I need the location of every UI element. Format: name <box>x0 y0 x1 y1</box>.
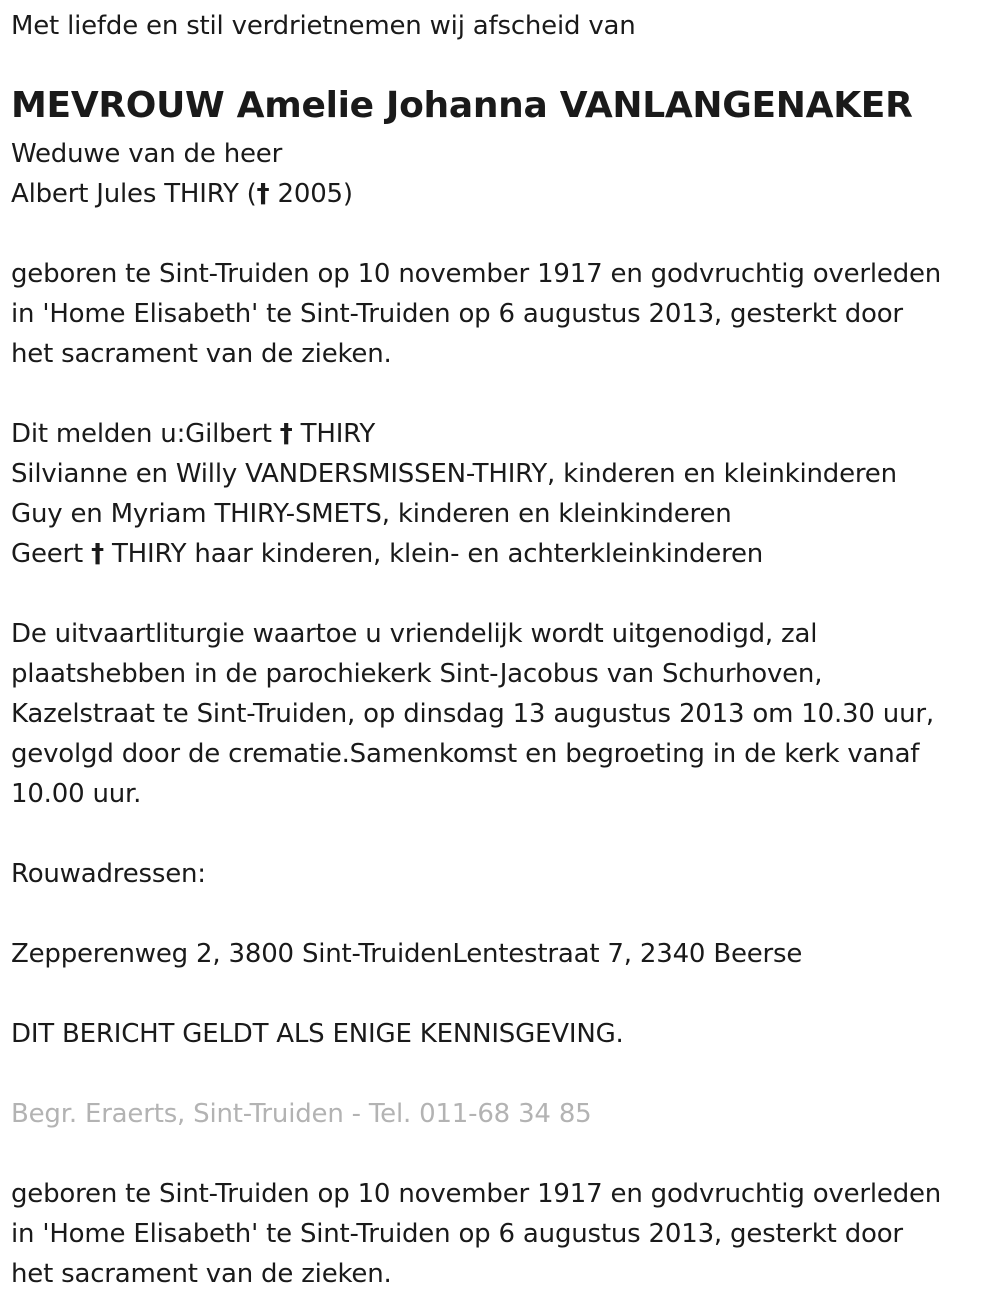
notice-block <box>11 1014 624 1054</box>
condolence-label: Rouwadressen: <box>11 859 206 889</box>
birth-death-line: het sacrament van de zieken. <box>11 1259 392 1289</box>
condolence-addresses: Zepperenweg 2, 3800 Sint-TruidenLentestraat 7, 2340 Beerse <box>11 939 803 969</box>
family-block <box>11 414 897 574</box>
widow-line: Weduwe van de heer <box>11 139 283 169</box>
birth-death-repeat-block <box>11 1174 941 1294</box>
birth-death-line: in 'Home Elisabeth' te Sint-Truiden op 6 augustus 2013, gesterkt door <box>11 1219 903 1249</box>
cross-icon: † <box>279 419 293 449</box>
family-surname: THIRY <box>292 419 376 449</box>
funeral-line: plaatshebben in de parochiekerk Sint-Jacobus van Schurhoven, <box>11 659 823 689</box>
funeral-line: De uitvaartliturgie waartoe u vriendelijk wordt uitgenodigd, zal <box>11 619 818 649</box>
funeral-line: 10.00 uur. <box>11 779 142 809</box>
birth-death-line: in 'Home Elisabeth' te Sint-Truiden op 6 augustus 2013, gesterkt door <box>11 299 903 329</box>
deceased-name: MEVROUW Amelie Johanna VANLANGENAKER <box>11 85 913 126</box>
widow-block <box>11 134 353 214</box>
cross-icon: † <box>256 179 270 209</box>
cross-icon: † <box>91 539 104 569</box>
birth-death-block <box>11 254 941 374</box>
spouse-name: Albert Jules THIRY ( <box>11 179 257 209</box>
notice-text: DIT BERICHT GELDT ALS ENIGE KENNISGEVING. <box>11 1019 624 1049</box>
condolence-label-block <box>11 854 206 894</box>
spouse-line <box>11 174 353 214</box>
birth-death-line: geboren te Sint-Truiden op 10 november 1917 en godvruchtig overleden <box>11 1179 942 1209</box>
undertaker-text: Begr. Eraerts, Sint-Truiden - Tel. 011-68 34 85 <box>11 1099 592 1129</box>
family-member: Geert <box>11 539 92 569</box>
family-line <box>11 534 897 574</box>
birth-death-line: het sacrament van de zieken. <box>11 339 392 369</box>
addresses-block <box>11 934 802 974</box>
family-line: Silvianne en Willy VANDERSMISSEN-THIRY, kinderen en kleinkinderen <box>11 459 897 489</box>
family-line: Guy en Myriam THIRY-SMETS, kinderen en kleinkinderen <box>11 499 732 529</box>
funeral-line: Kazelstraat te Sint-Truiden, op dinsdag 13 augustus 2013 om 10.30 uur, <box>11 699 934 729</box>
family-line <box>11 414 897 454</box>
intro-text: Met liefde en stil verdrietnemen wij afscheid van <box>11 11 636 41</box>
family-announce: Dit melden u:Gilbert <box>11 419 280 449</box>
funeral-line: gevolgd door de crematie.Samenkomst en begroeting in de kerk vanaf <box>11 739 920 769</box>
funeral-block <box>11 614 934 814</box>
birth-death-line: geboren te Sint-Truiden op 10 november 1917 en godvruchtig overleden <box>11 259 942 289</box>
undertaker-block <box>11 1094 592 1134</box>
family-member-rest: THIRY haar kinderen, klein- en achterkleinkinderen <box>103 539 764 569</box>
spouse-year: 2005) <box>269 179 353 209</box>
